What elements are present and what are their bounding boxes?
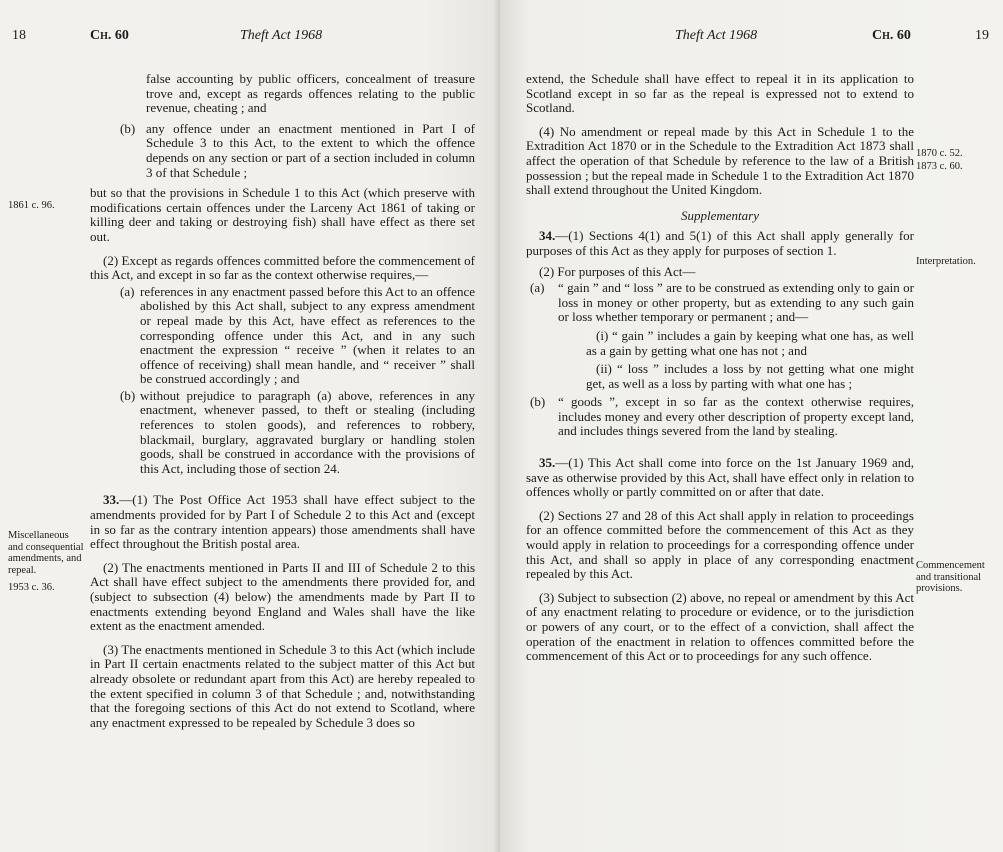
section-35-number: 35. [539,455,556,471]
margin-note-1953: 1953 c. 36. [8,582,55,593]
page-title: Theft Act 1968 [240,28,323,43]
margin-note-section-33: Miscellaneous and consequential amendments, and repeal. [8,530,84,576]
section-35-1 [526,456,914,500]
section-35-1-text: —(1) This Act shall come into force on the 1st January 1969 and, save as otherwise provided by this Act, shall have effect only in relation to offences wholly or partly committed on or after that date. [526,455,914,500]
proviso: but so that the provisions in Schedule 1 to this Act (which preserve with modifications certain offences under the Larceny Act 1861 of taking or killing deer and taking or destroying fish) shall have effect as there set out. [90,185,475,244]
section-34-1-text: —(1) Sections 4(1) and 5(1) of this Act shall apply generally for purposes of this Act as they apply for purposes of section 1. [526,228,914,258]
sub2-a-text: references in any enactment passed before this Act to an offence abolished by this Act shall, subject to any express amendment or repeal made by this Act, have effect as references to the corresponding offence under this Act, and in any such enactment the expression “ receive ” (when it relates to an offence of receiving) shall mean handle, and “ receiver ” shall be construed accordingly ; and [140,283,475,387]
s34-b-label: (b) [530,394,546,410]
sub2-b-text: without prejudice to paragraph (a) above, references in any enactment, whenever passed, to theft or stealing (including references to stolen goods), and references to robbery, blackmail, burglary, aggravated burglary or handling stolen goods, shall be construed in accordance with the provisions of this Act, including those of section 24. [140,387,475,476]
item-b-label: (b) [120,120,136,136]
chapter-label: Ch. 60 [872,28,911,43]
section-34-number: 34. [539,228,556,244]
section-34-2: (2) For purposes of this Act— [539,263,696,279]
left-page [0,0,500,852]
section-33-2: (2) The enactments mentioned in Parts II and III of Schedule 2 to this Act shall have effect subject to the amendments there provided for, and (subject to subsection (4) below) the amendments made by Part II to enactments extending beyond England and Wales shall have the like extent as the enactment amended. [90,559,475,634]
section-33-1-text: —(1) The Post Office Act 1953 shall have effect subject to the amendments provided for by Part I of Schedule 2 to this Act and (except in so far as the contrary intention appears) those amendments shall have effect throughout the British postal area. [90,492,475,552]
margin-note-interpretation: Interpretation. [916,256,976,267]
sub2-item-b [120,389,475,477]
s34-item-b [530,395,914,439]
section-33-1 [90,493,475,551]
item-b [120,122,475,180]
continued-text: extend, the Schedule shall have effect to repeal it in its application to Scotland except in so far as the repeal is expressed not to extend to Scotland. [526,71,914,116]
page-number: 18 [12,28,26,43]
section-33-3: (3) The enactments mentioned in Schedule 3 to this Act (which include in Part II certain enactments related to the subject matter of this Act but already obsolete or redundant apart from this Act) are hereby repealed to the extent specified in column 3 of that Schedule ; and, notwithstanding that the foregoing sections of this Act do not extend to Scotland, where any enactment expressed to be repealed by Schedule 3 does so [90,641,475,730]
sub2-item-a [120,285,475,387]
right-page [500,0,1003,852]
s34-a-text: “ gain ” and “ loss ” are to be construed as extending only to gain or loss in money or other property, but as extending to any such gain or loss whether temporary or permanent ; and— [558,280,914,325]
chapter-label: Ch. 60 [90,28,129,43]
margin-note-commencement: Commencement and transitional provisions. [916,560,985,594]
section-35-2: (2) Sections 27 and 28 of this Act shall apply in relation to proceedings for an offence committed before the commencement of this Act as they would apply in relation to proceedings for a corresponding offence under this Act, and shall so apply in place of any corresponding enactment repealed by this Act. [526,507,914,582]
continued-text: false accounting by public officers, concealment of treasure trove and, except as regards offences relating to the public revenue, cheating ; and [146,71,475,116]
sub2-a-label: (a) [120,283,135,299]
left-body [90,72,475,730]
s34-a-i: (i) “ gain ” includes a gain by keeping what one has, as well as a gain by getting what one has not ; and [586,327,914,358]
section-33-number: 33. [103,492,120,508]
subsection-2-intro: (2) Except as regards offences committed before the commencement of this Act, and except in so far as the context otherwise requires,— [90,252,475,283]
page-number: 19 [975,28,989,43]
s34-a-label: (a) [530,280,545,296]
section-34-1 [526,229,914,258]
margin-note-1873: 1873 c. 60. [916,161,963,172]
margin-note-1870: 1870 c. 52. [916,148,963,159]
heading-supplementary: Supplementary [681,207,759,223]
page-title: Theft Act 1968 [675,28,758,43]
right-body [526,72,914,664]
s34-item-a [530,281,914,325]
item-b-text: any offence under an enactment mentioned in Part I of Schedule 3 to this Act, to the extent to which the offence depends on any section or part of a section included in column 3 of that Schedule ; [146,120,475,180]
sub2-b-label: (b) [120,387,136,403]
s34-b-text: “ goods ”, except in so far as the context otherwise requires, includes money and every other description of property except land, and includes things severed from the land by stealing. [558,394,914,439]
s34-a-ii: (ii) “ loss ” includes a loss by not getting what one might get, as well as a loss by parting with what one has ; [586,361,914,391]
section-33-4: (4) No amendment or repeal made by this Act in Schedule 1 to the Extradition Act 1870 or in the Schedule to the Extradition Act 1873 shall affect the operation of that Schedule by reference to the law of a British possession ; but the repeal made in Schedule 1 to the Extradition Act 1870 shall extend throughout the United Kingdom. [526,123,914,198]
margin-note-1861: 1861 c. 96. [8,200,55,211]
section-35-3: (3) Subject to subsection (2) above, no repeal or amendment by this Act of any enactment relating to procedure or evidence, or to the jurisdiction or powers of any court, or to the effect of a conviction, shall affect the operation of the enactment in relation to offences committed before the commencement of this Act or to proceedings for any such offence. [526,589,914,664]
